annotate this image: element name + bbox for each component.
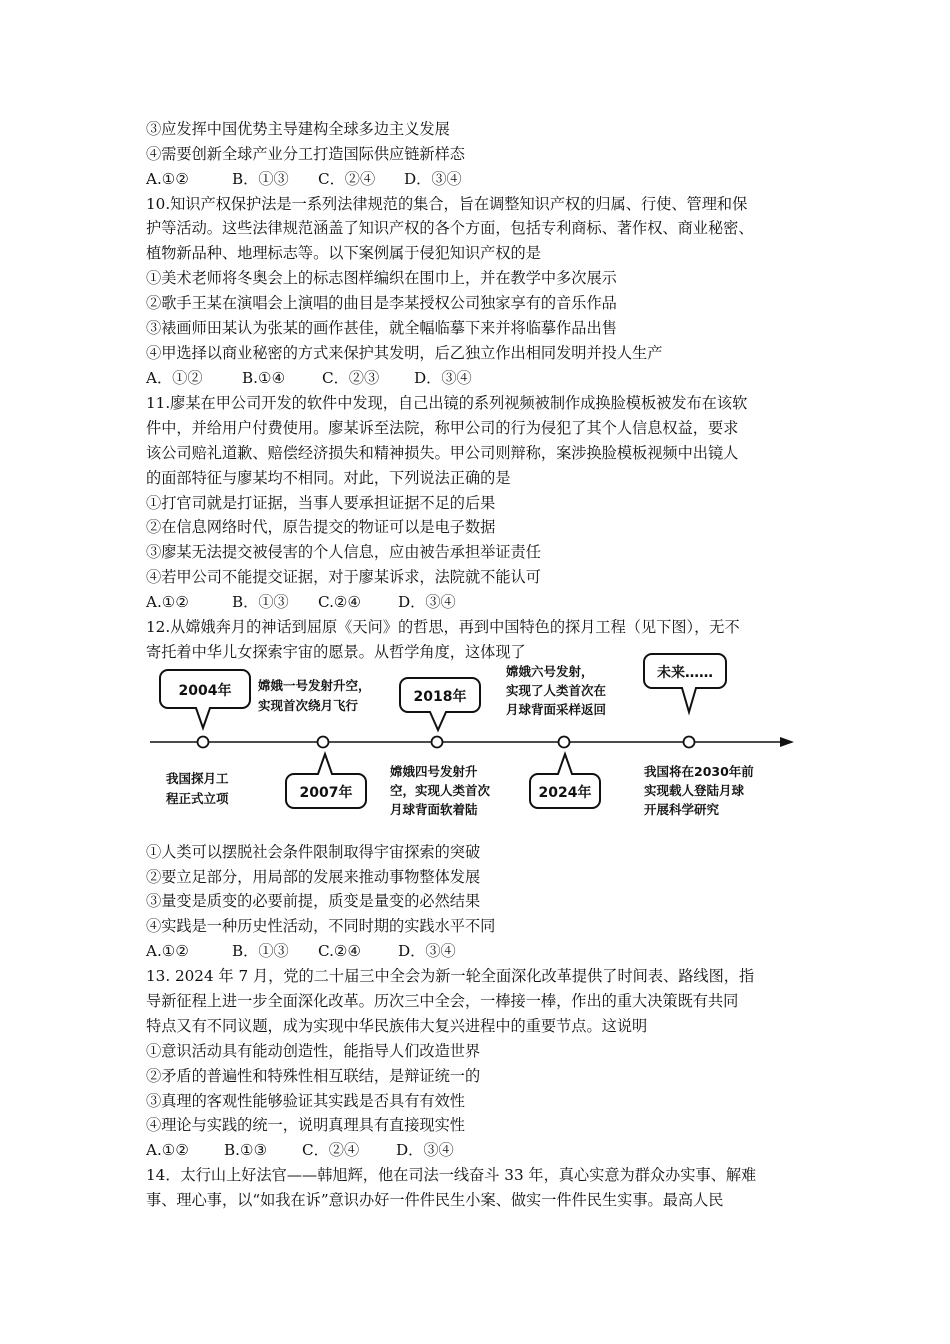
desc-2004: 我国探月工 bbox=[166, 771, 229, 786]
q9-choice-c: C．②④ bbox=[318, 170, 376, 188]
q12-option: ③量变是质变的必要前提，质变是量变的必然结果 bbox=[146, 892, 481, 910]
node-2004 bbox=[198, 737, 209, 748]
q11-choices bbox=[146, 590, 456, 614]
q10-stem-line: 10.知识产权保护法是一系列法律规范的集合，旨在调整知识产权的归属、行使、管理和保 bbox=[146, 195, 748, 213]
q13-choice-a: A.①② bbox=[146, 1141, 190, 1159]
q10-choice-a: A．①② bbox=[146, 369, 203, 387]
desc-2018: 嫦娥四号发射升 bbox=[390, 764, 478, 779]
desc-2007: 实现首次绕月飞行 bbox=[258, 698, 359, 713]
q10-option: ②歌手王某在演唱会上演唱的曲目是李某授权公司独家享有的音乐作品 bbox=[146, 294, 617, 312]
q11-stem-line: 该公司赔礼道歉、赔偿经济损失和精神损失。甲公司则辩称，案涉换脸模板视频中出镜人 bbox=[146, 444, 739, 462]
desc-2024: 实现了人类首次在 bbox=[506, 683, 607, 698]
q11-choice-a: A.①② bbox=[146, 593, 190, 611]
q12-choice-b: B．①③ bbox=[232, 942, 289, 960]
desc-future: 实现载人登陆月球 bbox=[644, 783, 745, 798]
q11-option: ①打官司就是打证据，当事人要承担证据不足的后果 bbox=[146, 494, 496, 512]
q11-choice-d: D．③④ bbox=[398, 593, 456, 611]
q11-stem-line: 的面部特征与廖某均不相同。对此，下列说法正确的是 bbox=[146, 469, 511, 487]
q13-choice-c: C．②④ bbox=[302, 1141, 360, 1159]
node-future bbox=[684, 737, 695, 748]
future-label: 未来…… bbox=[657, 665, 713, 681]
q10-stem-line: 植物新品种、地理标志等。以下案例属于侵犯知识产权的是 bbox=[146, 244, 541, 262]
q13-option: ④理论与实践的统一，说明真理具有直接现实性 bbox=[146, 1116, 465, 1134]
year-2004-label: 2004年 bbox=[178, 683, 232, 699]
q11-stem-line: 件中，并给用户付费使用。廖某诉至法院，称甲公司的行为侵犯了其个人信息权益，要求 bbox=[146, 419, 739, 437]
desc-future: 开展科学研究 bbox=[644, 802, 720, 817]
q11-option: ④若甲公司不能提交证据，对于廖某诉求，法院就不能认可 bbox=[146, 568, 541, 586]
q11-choice-b: B．①③ bbox=[232, 593, 289, 611]
q12-option: ①人类可以摆脱社会条件限制取得宇宙探索的突破 bbox=[146, 843, 481, 861]
q10-choice-c: C．②③ bbox=[322, 369, 380, 387]
q11-option: ②在信息网络时代，原告提交的物证可以是电子数据 bbox=[146, 518, 496, 536]
q11-stem-line: 11.廖某在甲公司开发的软件中发现，自己出镜的系列视频被制作成换脸模板被发布在该软 bbox=[146, 394, 748, 412]
desc-2024: 嫦娥六号发射， bbox=[506, 664, 594, 679]
q10-choice-b: B.①④ bbox=[242, 369, 286, 387]
q12-stem-line: 12.从嫦娥奔月的神话到屈原《天问》的哲思，再到中国特色的探月工程（见下图），无不 bbox=[146, 618, 740, 636]
q9-option-3: ③应发挥中国优势主导建构全球多边主义发展 bbox=[146, 120, 450, 138]
desc-2018: 月球背面软着陆 bbox=[390, 802, 478, 817]
q9-choice-a: A.①② bbox=[146, 170, 190, 188]
year-2018-label: 2018年 bbox=[413, 689, 467, 705]
year-2024-label: 2024年 bbox=[538, 785, 592, 801]
q12-choice-c: C.②④ bbox=[318, 942, 362, 960]
q12-choice-d: D．③④ bbox=[398, 942, 456, 960]
callout-future bbox=[644, 654, 726, 712]
q12-option: ②要立足部分，用局部的发展来推动事物整体发展 bbox=[146, 868, 481, 886]
q9-choice-b: B．①③ bbox=[232, 170, 289, 188]
q9-choices bbox=[146, 167, 462, 191]
node-2018 bbox=[432, 737, 443, 748]
q11-choice-c: C.②④ bbox=[318, 593, 362, 611]
lunar-exploration-timeline bbox=[146, 652, 806, 842]
q11-option: ③廖某无法提交被侵害的个人信息，应由被告承担举证责任 bbox=[146, 543, 541, 561]
timeline-arrow-icon bbox=[780, 737, 794, 747]
q13-stem-line: 13. 2024 年 7 月，党的二十届三中全会为新一轮全面深化改革提供了时间表、路线图，指 bbox=[146, 967, 755, 985]
desc-2007: 嫦娥一号发射升空， bbox=[258, 678, 371, 693]
q13-choice-b: B.①③ bbox=[224, 1141, 268, 1159]
desc-2004: 程正式立项 bbox=[166, 791, 229, 806]
q9-choice-d: D．③④ bbox=[404, 170, 462, 188]
q14-stem-line: 事、理心事，以“如我在诉”意识办好一件件民生小案、做实一件件民生实事。最高人民 bbox=[146, 1191, 724, 1209]
year-2007-label: 2007年 bbox=[299, 785, 353, 801]
node-2024 bbox=[559, 737, 570, 748]
desc-2024: 月球背面采样返回 bbox=[506, 702, 607, 717]
q10-stem-line: 护等活动。这些法律规范涵盖了知识产权的各个方面，包括专利商标、著作权、商业秘密、 bbox=[146, 219, 754, 237]
q13-stem-line: 特点又有不同议题，成为实现中华民族伟大复兴进程中的重要节点。这说明 bbox=[146, 1017, 648, 1035]
q13-choice-d: D．③④ bbox=[396, 1141, 454, 1159]
q12-stem-line: 寄托着中华儿女探索宇宙的愿景。从哲学角度，这体现了 bbox=[146, 643, 526, 661]
q10-choice-d: D．③④ bbox=[414, 369, 472, 387]
node-2007 bbox=[318, 737, 329, 748]
q10-option: ①美术老师将冬奥会上的标志图样编织在围巾上，并在教学中多次展示 bbox=[146, 269, 617, 287]
desc-2018: 空，实现人类首次 bbox=[390, 783, 491, 798]
q13-option: ③真理的客观性能够验证其实践是否具有有效性 bbox=[146, 1092, 465, 1110]
q13-stem-line: 导新征程上进一步全面深化改革。历次三中全会，一棒接一棒，作出的重大决策既有共同 bbox=[146, 992, 739, 1010]
q10-option: ④甲选择以商业秘密的方式来保护其发明，后乙独立作出相同发明并投人生产 bbox=[146, 344, 663, 362]
q13-choices bbox=[146, 1138, 454, 1162]
desc-future: 我国将在2030年前 bbox=[644, 764, 754, 779]
callout-2004 bbox=[160, 670, 250, 728]
q12-choice-a: A.①② bbox=[146, 942, 190, 960]
q12-option: ④实践是一种历史性活动，不同时期的实践水平不同 bbox=[146, 917, 496, 935]
q10-choices bbox=[146, 366, 472, 390]
q9-option-4: ④需要创新全球产业分工打造国际供应链新样态 bbox=[146, 145, 465, 163]
q12-choices bbox=[146, 939, 456, 963]
q13-option: ②矛盾的普遍性和特殊性相互联结，是辩证统一的 bbox=[146, 1067, 481, 1085]
q14-stem-line: 14．太行山上好法官——韩旭辉，他在司法一线奋斗 33 年，真心实意为群众办实事、解难 bbox=[146, 1166, 757, 1184]
q13-option: ①意识活动具有能动创造性，能指导人们改造世界 bbox=[146, 1042, 481, 1060]
q10-option: ③裱画师田某认为张某的画作甚佳，就全幅临摹下来并将临摹作品出售 bbox=[146, 319, 617, 337]
